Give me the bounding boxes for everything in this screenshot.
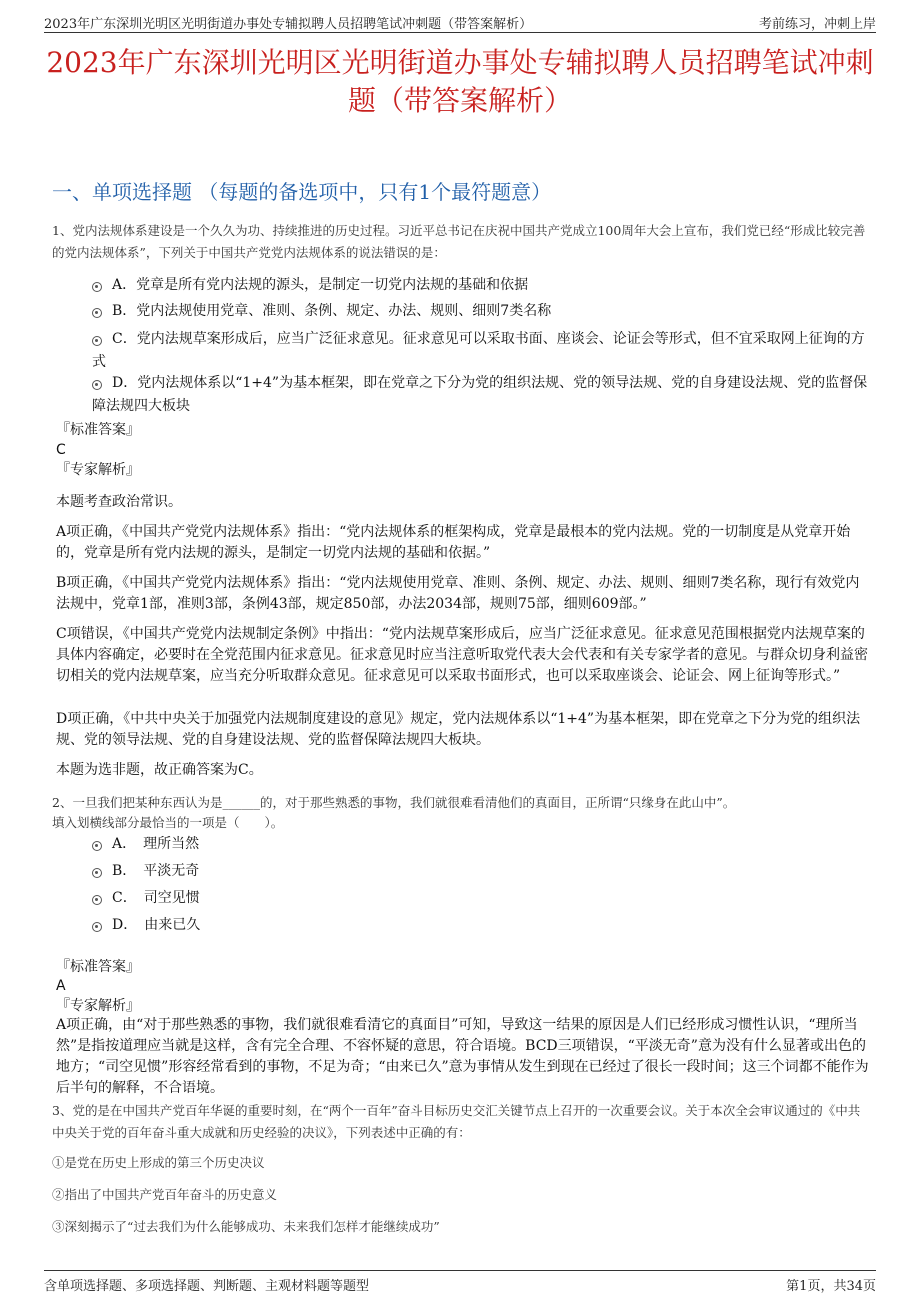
section-heading: 一、单项选择题 （每题的备选项中，只有1个最符题意） — [52, 180, 552, 204]
page-footer — [44, 1270, 876, 1294]
q1-option-a[interactable] — [92, 274, 870, 297]
option-label: D．党内法规体系以“1+4”为基本框架，即在党章之下分为党的组织法规、党的领导法规、党的自身建设法规、党的监督保障法规四大板块 — [92, 375, 868, 414]
q2-option-d[interactable] — [92, 914, 200, 937]
radio-icon[interactable] — [92, 380, 102, 390]
q1-option-b[interactable] — [92, 300, 870, 323]
q2-option-a[interactable] — [92, 833, 199, 856]
q2-answer-label: 『标准答案』 — [56, 959, 140, 975]
q1-answer-label: 『标准答案』 — [56, 422, 140, 438]
radio-icon[interactable] — [92, 895, 102, 905]
option-label: B．党内法规使用党章、准则、条例、规定、办法、规则、细则7类名称 — [112, 303, 552, 319]
q1-analysis-label: 『专家解析』 — [56, 462, 140, 478]
option-label: A． 理所当然 — [112, 836, 200, 852]
option-label: A．党章是所有党内法规的源头，是制定一切党内法规的基础和依据 — [112, 277, 529, 293]
q3-stem: 3、党的是在中国共产党百年华诞的重要时刻，在“两个一百年”奋斗目标历史交汇关键节点上召开的一次重要会议。关于本次全会审议通过的《中共中央关于党的百年奋斗重大成就和历史经验的决议》，下列表述中正确的有： — [52, 1103, 861, 1140]
q3-item-2: ②指出了中国共产党百年奋斗的历史意义 — [52, 1187, 278, 1202]
radio-icon[interactable] — [92, 308, 102, 318]
option-label: D． 由来已久 — [112, 917, 201, 933]
q2-answer: A — [56, 978, 66, 994]
footer-question-types: 含单项选择题、多项选择题、判断题、主观材料题等题型 — [44, 1279, 370, 1294]
q3-item-1: ①是党在历史上形成的第三个历史决议 — [52, 1155, 265, 1170]
q1-analysis-c: C项错误，《中国共产党党内法规制定条例》中指出：“党内法规草案形成后，应当广泛征求意见。征求意见范围根据党内法规草案的具体内容确定，必要时在全党范围内征求意见。征求意见时应当注意听取党代表大会代表和有关专家学者的意见。与群众切身利益密切相关的党内法规草案，应当充分听取群众意见。征求意见可以采取书面形式，也可以采取座谈会、论证会、网上征询等形式。” — [56, 626, 868, 684]
q1-analysis-d: D项正确，《中共中央关于加强党内法规制度建设的意见》规定，党内法规体系以“1+4”为基本框架，即在党章之下分为党的组织法规、党的领导法规、党的自身建设法规、党的监督保障法规四大板块。 — [56, 711, 861, 748]
radio-icon[interactable] — [92, 282, 102, 292]
option-label: C．党内法规草案形成后，应当广泛征求意见。征求意见可以采取书面、座谈会、论证会等形式，但不宜采取网上征询的方式 — [92, 331, 865, 370]
page-number: 第1页，共34页 — [786, 1279, 876, 1294]
header-slogan: 考前练习，冲刺上岸 — [758, 17, 876, 32]
document-title: 2023年广东深圳光明区光明街道办事处专辅拟聘人员招聘笔试冲刺题（带答案解析） — [46, 46, 874, 117]
header-title: 2023年广东深圳光明区光明街道办事处专辅拟聘人员招聘笔试冲刺题（带答案解析） — [44, 17, 533, 32]
radio-icon[interactable] — [92, 841, 102, 851]
q1-stem: 1、党内法规体系建设是一个久久为功、持续推进的历史过程。习近平总书记在庆祝中国共产党成立100周年大会上宣布，我们党已经“形成比较完善的党内法规体系”，下列关于中国共产党党内法规体系的说法错误的是： — [52, 223, 866, 260]
q2-stem: 2、一旦我们把某种东西认为是______的，对于那些熟悉的事物，我们就很难看清他们的真面目，正所谓“只缘身在此山中”。 — [52, 795, 736, 810]
radio-icon[interactable] — [92, 336, 102, 346]
q1-option-c[interactable] — [92, 328, 870, 374]
q1-analysis-b: B项正确，《中国共产党党内法规体系》指出：“党内法规使用党章、准则、条例、规定、办法、规则、细则7类名称，现行有效党内法规中，党章1部，准则3部，条例43部，规定850部，办法2034部，规则75部，细则609部。” — [56, 575, 860, 612]
radio-icon[interactable] — [92, 922, 102, 932]
q2-analysis: A项正确，由“对于那些熟悉的事物，我们就很难看清它的真面目”可知，导致这一结果的原因是人们已经形成习惯性认识，“理所当然”是指按道理应当就是这样，含有完全合理、不容怀疑的意思，符合语境。BCD三项错误，“平淡无奇”意为没有什么显著或出色的地方；“司空见惯”形容经常看到的事物，不足为奇；“由来已久”意为事情从发生到现在已经过了很长一段时间；这三个词都不能作为后半句的解释，不合语境。 — [56, 1017, 869, 1096]
radio-icon[interactable] — [92, 868, 102, 878]
q1-analysis-a: A项正确，《中国共产党党内法规体系》指出：“党内法规体系的框架构成，党章是最根本的党内法规。党的一切制度是从党章开始的，党章是所有党内法规的源头，是制定一切党内法规的基础和依据。” — [56, 524, 851, 561]
option-label: C． 司空见惯 — [112, 890, 200, 906]
q1-answer: C — [56, 442, 66, 458]
q1-analysis-intro: 本题考查政治常识。 — [56, 494, 182, 510]
q2-instruction: 填入划横线部分最恰当的一项是（ ）。 — [52, 815, 284, 830]
q2-analysis-label: 『专家解析』 — [56, 998, 140, 1014]
page-header — [44, 10, 876, 33]
option-label: B． 平淡无奇 — [112, 863, 200, 879]
q1-conclusion: 本题为选非题，故正确答案为C。 — [56, 762, 263, 778]
q2-option-c[interactable] — [92, 887, 200, 910]
q2-option-b[interactable] — [92, 860, 199, 883]
q3-item-3: ③深刻揭示了“过去我们为什么能够成功、未来我们怎样才能继续成功” — [52, 1219, 440, 1234]
q1-option-d[interactable] — [92, 372, 870, 418]
